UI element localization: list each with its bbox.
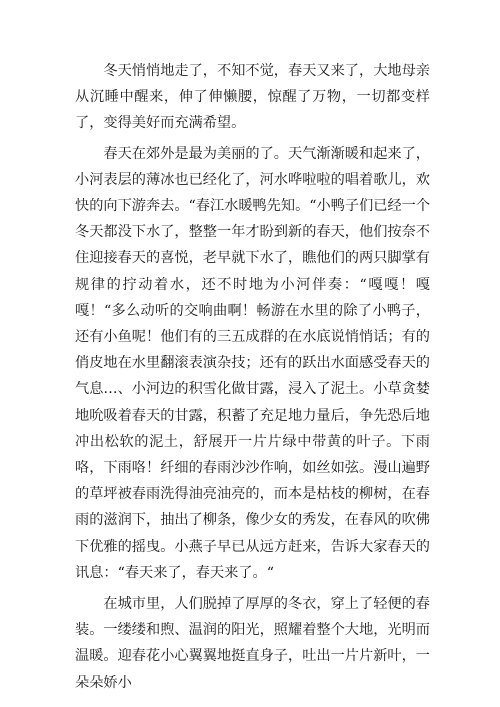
paragraph-spring-countryside: 春天在郊外是最为美丽的了。天气渐渐暖和起来了，小河表层的薄冰也已经化了，河水哗啦啦的唱着歌儿，欢快的向下游奔去。“春江水暖鸭先知。“小鸭子们已经一个冬天都没下水了，整整一年才盼到新的春天，他们按奈不住迎接春天的喜悦，老早就下水了，瞧他们的两只脚掌有规律的拧动着水，还不时地为小河伴奏：“嘎嘎！嘎嘎！“多么动听的交响曲啊！畅游在水里的除了小鸭子，还有小鱼呢！他们有的三五成群的在水底说悄悄话；有的俏皮地在水里翻滚表演杂技；还有的跃出水面感受春天的气息…、小河边的积雪化做甘露，浸入了泥土。小草贪婪地吮吸着春天的甘露，积蓄了充足地力量后，争先恐后地冲出松软的泥土，舒展开一片片绿中带黄的叶子。下雨咯，下雨咯！纤细的春雨沙沙作响，如丝如弦。漫山遍野的草坪被春雨洗得油亮油亮的，而本是枯枝的柳树，在春雨的滋润下，抽出了柳条，像少女的秀发，在春风的吹佛下优雅的摇曳。小燕子早已从远方赶来，告诉大家春天的讯息：“春天来了，春天来了。“ <box>75 145 431 581</box>
paragraph-winter-leaves: 冬天悄悄地走了，不知不觉，春天又来了，大地母亲从沉睡中醒来，伸了伸懒腰，惊醒了万物，一切都变样了，变得美好而充满希望。 <box>75 63 430 132</box>
essay-body <box>75 58 430 696</box>
paragraph-spring-city: 在城市里，人们脱掉了厚厚的冬衣，穿上了轻便的春装。一缕缕和煦、温润的阳光，照耀着整个大地，光明而温暖。迎春花小心翼翼地挺直身子，吐出一片片新叶，一朵朵娇小 <box>75 596 430 691</box>
